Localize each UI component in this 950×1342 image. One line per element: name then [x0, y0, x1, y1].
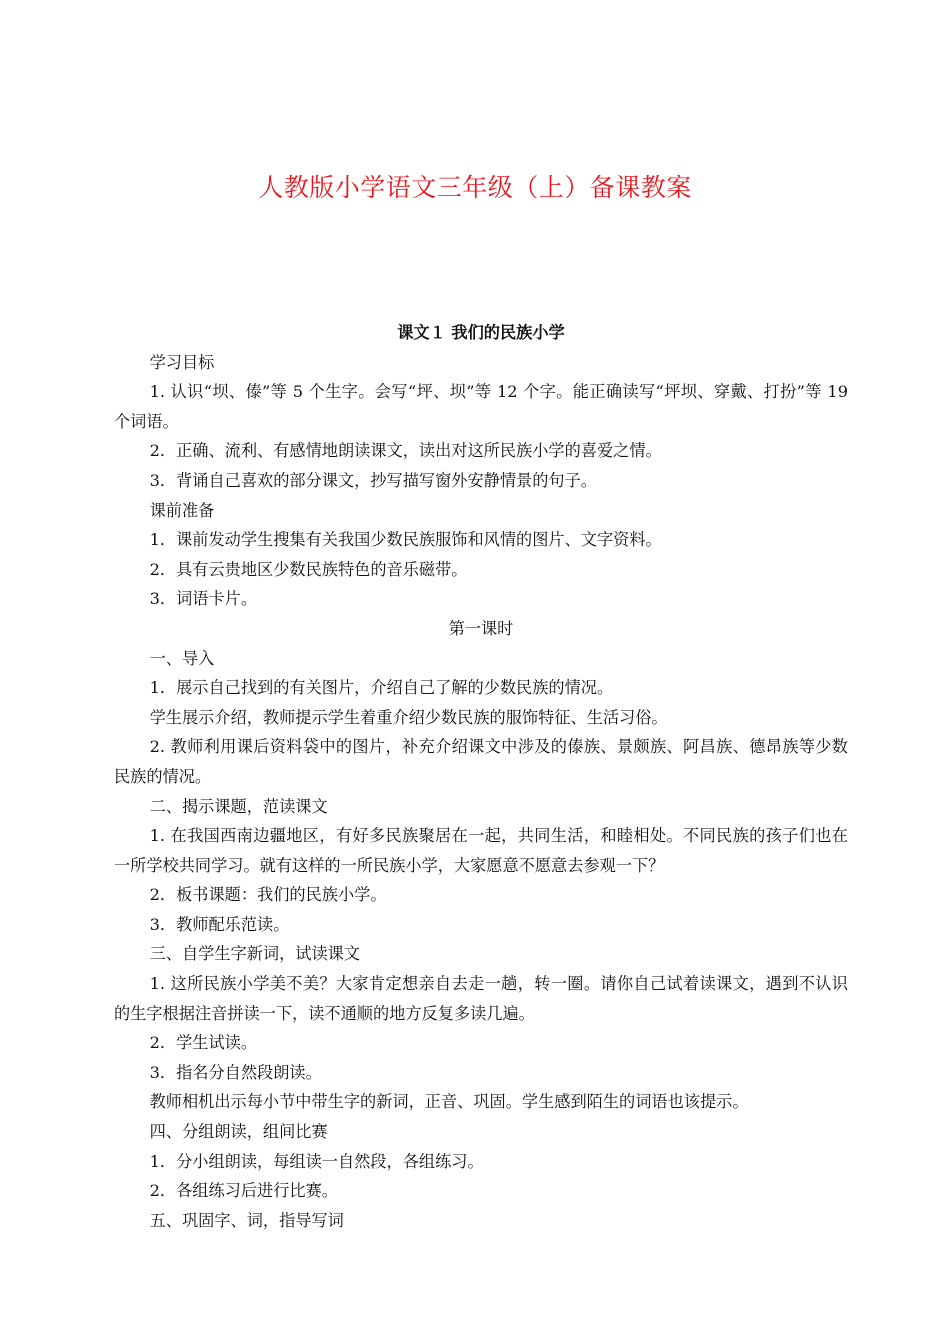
- section-heading: 课前准备: [149, 500, 215, 520]
- step-heading: 五、巩固字、词，指导写词: [149, 1210, 344, 1230]
- objective-item: 1. 认识“坝、傣”等 5 个生字。会写“坪、坝”等 12 个字。能正确读写“坪坝、穿戴、打扮”等 19 个词语。: [114, 382, 848, 431]
- lesson-title: 课文１ 我们的民族小学: [397, 323, 565, 342]
- preparation-item: 1．课前发动学生搜集有关我国少数民族服饰和风情的图片、文字资料。: [149, 530, 662, 550]
- step-item: 学生展示介绍，教师提示学生着重介绍少数民族的服饰特征、生活习俗。: [149, 707, 668, 727]
- step-item: 1．展示自己找到的有关图片，介绍自己了解的少数民族的情况。: [149, 678, 614, 698]
- step-item: 1. 在我国西南边疆地区，有好多民族聚居在一起，共同生活，和睦相处。不同民族的孩子们也在一所学校共同学习。就有这样的一所民族小学，大家愿意不愿意去参观一下？: [114, 826, 848, 875]
- step-item: 3．指名分自然段朗读。: [149, 1062, 322, 1082]
- step-item: 2．板书课题：我们的民族小学。: [149, 885, 387, 905]
- period-heading: 第一课时: [448, 618, 514, 638]
- objective-item: 2．正确、流利、有感情地朗读课文，读出对这所民族小学的喜爱之情。: [149, 441, 662, 461]
- step-item: 2．各组练习后进行比赛。: [149, 1181, 338, 1201]
- section-heading: 学习目标: [149, 352, 215, 372]
- step-item: 2．学生试读。: [149, 1033, 258, 1053]
- step-item: 1. 这所民族小学美不美？大家肯定想亲自去走一趟，转一圈。请你自己试着读课文，遇到不认识的生字根据注音拼读一下，读不通顺的地方反复多读几遍。: [114, 974, 848, 1023]
- preparation-item: 3．词语卡片。: [149, 589, 258, 609]
- step-item: 教师相机出示每小节中带生字的新词，正音、巩固。学生感到陌生的词语也该提示。: [149, 1092, 749, 1112]
- step-heading: 一、导入: [149, 648, 215, 668]
- objective-item: 3．背诵自己喜欢的部分课文，抄写描写窗外安静情景的句子。: [149, 470, 597, 490]
- preparation-item: 2．具有云贵地区少数民族特色的音乐磁带。: [149, 559, 468, 579]
- document-body: [114, 318, 848, 1235]
- step-heading: 三、自学生字新词，试读课文: [149, 944, 361, 964]
- step-heading: 四、分组朗读，组间比赛: [149, 1122, 328, 1142]
- step-heading: 二、揭示课题，范读课文: [149, 796, 328, 816]
- step-item: 1．分小组朗读，每组读一自然段，各组练习。: [149, 1151, 484, 1171]
- step-item: 3．教师配乐范读。: [149, 914, 290, 934]
- step-item: 2. 教师利用课后资料袋中的图片，补充介绍课文中涉及的傣族、景颇族、阿昌族、德昂族等少数民族的情况。: [114, 737, 848, 786]
- document-title: 人教版小学语文三年级（上）备课教案: [258, 173, 692, 202]
